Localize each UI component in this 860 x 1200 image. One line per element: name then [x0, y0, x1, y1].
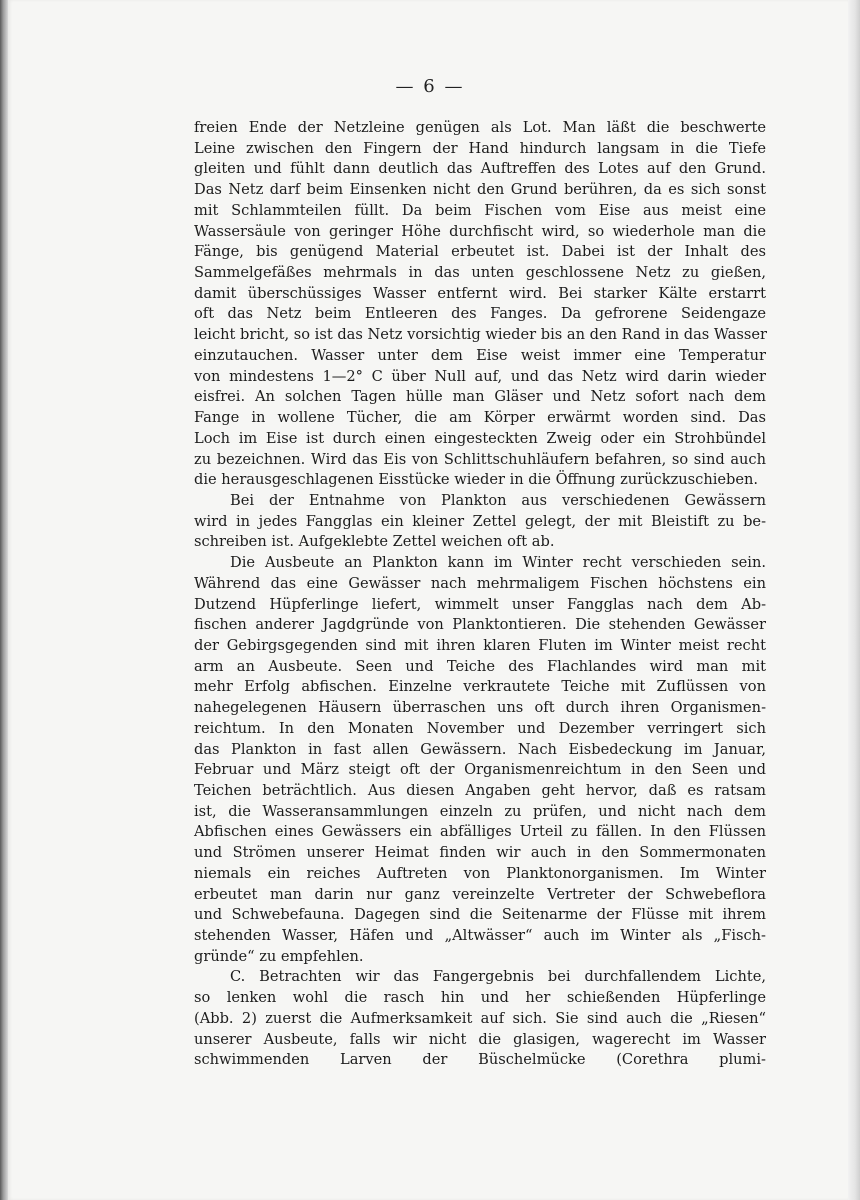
text-line: Das Netz darf beim Einsenken nicht den Grund berühren, da es sich sonst	[194, 181, 766, 199]
text-line: Sammelgefäßes mehrmals in das unten geschlossene Netz zu gießen,	[194, 264, 766, 282]
text-line: gründe“ zu empfehlen.	[194, 947, 364, 965]
text-line: freien Ende der Netzleine genügen als Lot. Man läßt die beschwerte	[194, 119, 766, 136]
text-line: niemals ein reiches Auftreten von Planktonorganismen. Im Winter	[194, 864, 766, 882]
text-line: Fänge, bis genügend Material erbeutet ist. Dabei ist der Inhalt des	[194, 243, 766, 261]
text-line: mit Schlammteilen füllt. Da beim Fischen vom Eise aus meist eine	[194, 201, 766, 219]
text-line: so lenken wohl die rasch hin und her schießenden Hüpferlinge	[194, 989, 766, 1007]
text-line: der Gebirgsgegenden sind mit ihren klaren Fluten im Winter meist recht	[194, 636, 766, 654]
text-line: und Schwebefauna. Dagegen sind die Seitenarme der Flüsse mit ihrem	[194, 906, 766, 924]
text-line: erbeutet man darin nur ganz vereinzelte Vertreter der Schwebeflora	[194, 885, 766, 903]
scan-right-edge	[848, 0, 860, 1200]
text-line: das Plankton in fast allen Gewässern. Nach Eisbedeckung im Januar,	[194, 740, 766, 758]
text-line: ist, die Wasseransammlungen einzeln zu prüfen, und nicht nach dem	[194, 802, 766, 820]
text-line: Wassersäule von geringer Höhe durchfischt wird, so wiederhole man die	[194, 222, 766, 240]
text-line: arm an Ausbeute. Seen und Teiche des Flachlandes wird man mit	[194, 657, 766, 675]
text-line: und Strömen unserer Heimat finden wir auch in den Sommermonaten	[194, 844, 766, 862]
text-line: gleiten und fühlt dann deutlich das Auftreffen des Lotes auf den Grund.	[194, 160, 766, 178]
text-line: damit überschüssiges Wasser entfernt wird. Bei starker Kälte erstarrt	[194, 284, 766, 302]
text-line: oft das Netz beim Entleeren des Fanges. Da gefrorene Seidengaze	[194, 305, 766, 323]
text-line: von mindestens 1—2° C über Null auf, und das Netz wird darin wieder	[194, 367, 766, 385]
text-line: schreiben ist. Aufgeklebte Zettel weichen oft ab.	[194, 533, 555, 551]
text-line: fischen anderer Jagdgründe von Planktontieren. Die stehenden Gewässer	[194, 616, 766, 634]
text-line: mehr Erfolg abfischen. Einzelne verkrautete Teiche mit Zuflüssen von	[194, 678, 766, 696]
text-line: Während das eine Gewässer nach mehrmaligem Fischen höchstens ein	[194, 574, 766, 592]
text-line: Fange in wollene Tücher, die am Körper erwärmt worden sind. Das	[194, 409, 766, 427]
text-line: Die Ausbeute an Plankton kann im Winter recht verschieden sein.	[230, 554, 766, 572]
text-line: Leine zwischen den Fingern der Hand hindurch langsam in die Tiefe	[194, 139, 766, 157]
text-line: Februar und März steigt oft der Organismenreichtum in den Seen und	[194, 761, 766, 779]
text-line: Bei der Entnahme von Plankton aus verschiedenen Gewässern	[230, 491, 766, 509]
text-line: nahegelegenen Häusern überraschen uns oft durch ihren Organismen-	[194, 699, 766, 717]
body-text	[194, 118, 766, 1071]
text-line: leicht bricht, so ist das Netz vorsichtig wieder bis an den Rand in das Wasser	[194, 326, 767, 344]
page-number: — 6 —	[395, 76, 465, 97]
text-line: C. Betrachten wir das Fangergebnis bei durchfallendem Lichte,	[230, 968, 766, 986]
text-line: wird in jedes Fangglas ein kleiner Zettel gelegt, der mit Bleistift zu be-	[194, 512, 766, 530]
text-line: Abfischen eines Gewässers ein abfälliges Urteil zu fällen. In den Flüssen	[194, 823, 766, 841]
scan-left-edge	[0, 0, 8, 1200]
text-line: zu bezeichnen. Wird das Eis von Schlittschuhläufern befahren, so sind auch	[194, 450, 766, 468]
text-line: schwimmenden Larven der Büschelmücke (Corethra plumi-	[194, 1051, 766, 1069]
text-line: reichtum. In den Monaten November und Dezember verringert sich	[194, 719, 766, 737]
text-line: Loch im Eise ist durch einen eingesteckten Zweig oder ein Strohbündel	[194, 429, 766, 447]
text-line: Dutzend Hüpferlinge liefert, wimmelt unser Fangglas nach dem Ab-	[194, 595, 766, 613]
text-line: stehenden Wasser, Häfen und „Altwässer“ auch im Winter als „Fisch-	[194, 927, 766, 945]
text-line: die herausgeschlagenen Eisstücke wieder in die Öffnung zurückzuschieben.	[194, 471, 759, 489]
text-line: eisfrei. An solchen Tagen hülle man Gläser und Netz sofort nach dem	[194, 388, 766, 406]
text-line: unserer Ausbeute, falls wir nicht die glasigen, wagerecht im Wasser	[194, 1030, 766, 1048]
text-line: einzutauchen. Wasser unter dem Eise weist immer eine Temperatur	[194, 346, 766, 364]
text-line: (Abb. 2) zuerst die Aufmerksamkeit auf sich. Sie sind auch die „Riesen“	[194, 1009, 766, 1027]
text-line: Teichen beträchtlich. Aus diesen Angaben geht hervor, daß es ratsam	[194, 782, 766, 799]
